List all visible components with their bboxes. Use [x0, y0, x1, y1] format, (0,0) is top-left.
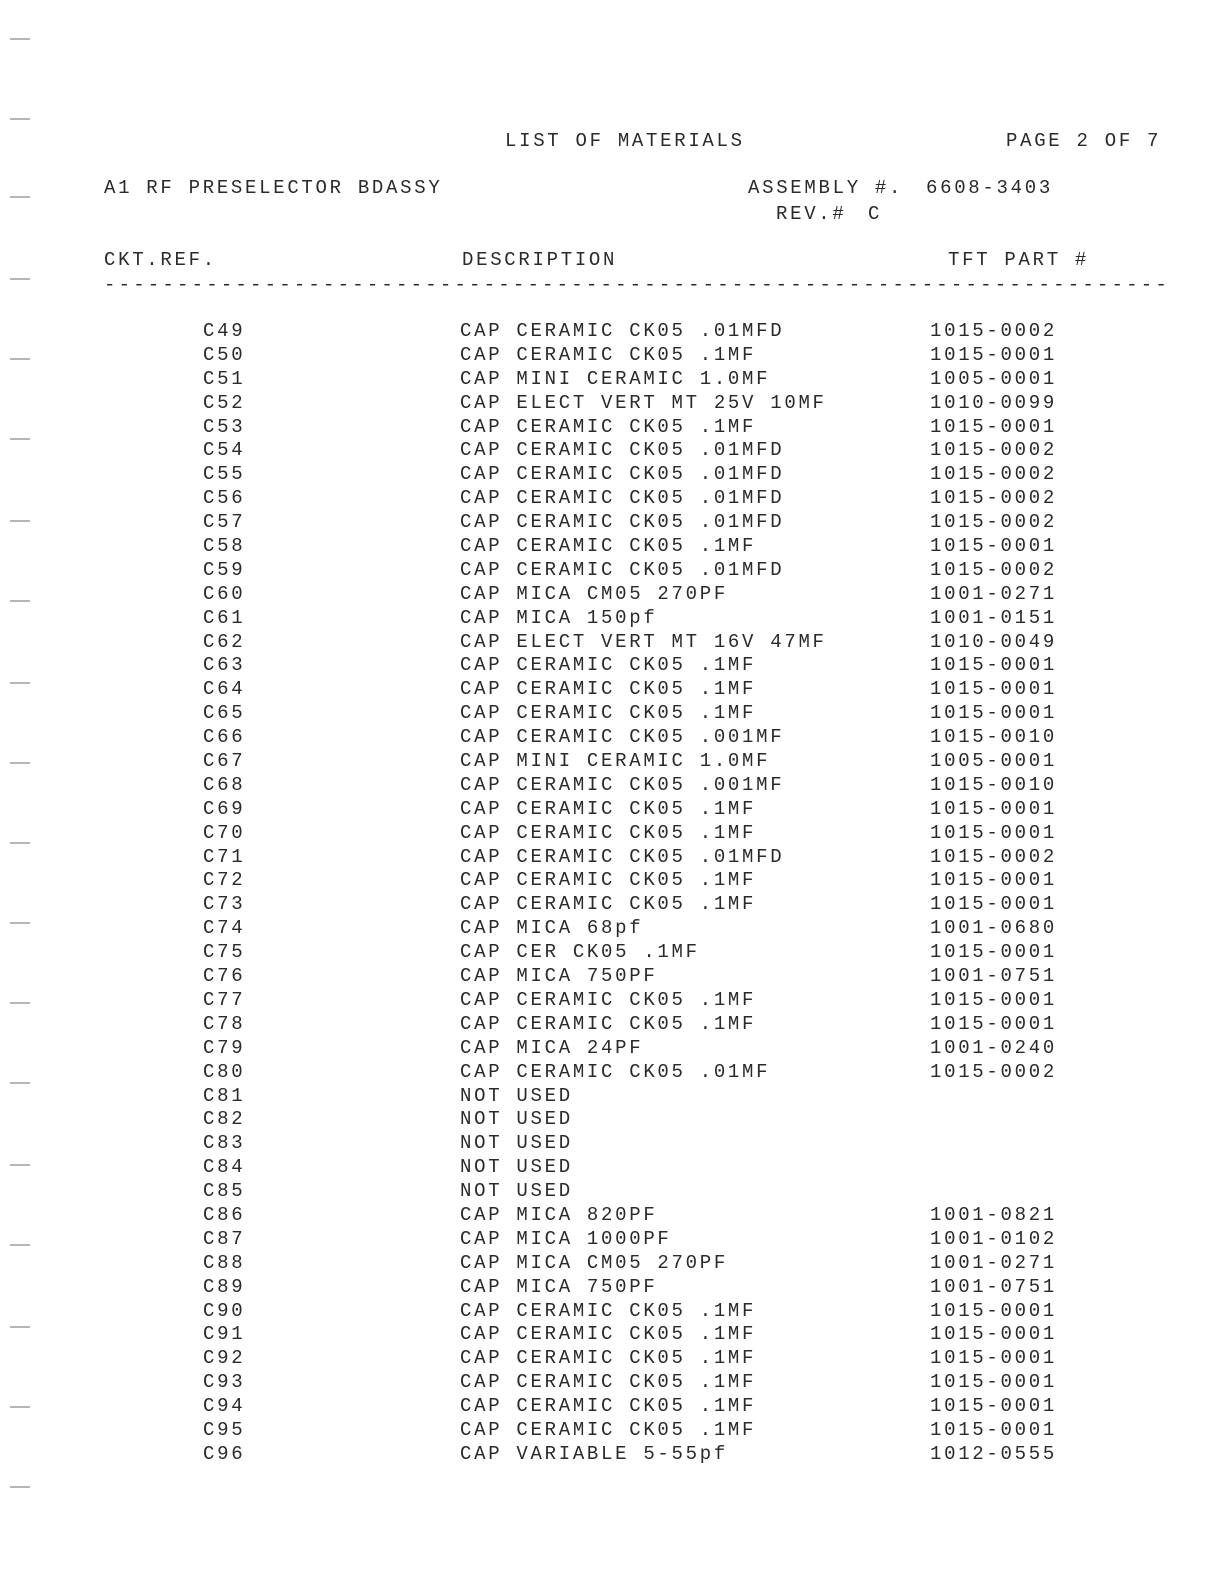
- description-cell: CAP MICA 750PF: [460, 1275, 658, 1298]
- ckt-ref-cell: C66: [203, 726, 246, 749]
- part-number-cell: 1015-0001: [930, 988, 1057, 1011]
- page-indicator: PAGE 2 OF 7: [1006, 130, 1162, 152]
- description-cell: CAP MINI CERAMIC 1.0MF: [460, 750, 771, 773]
- table-row: [0, 1204, 1224, 1228]
- ckt-ref-cell: C95: [203, 1418, 246, 1441]
- part-number-cell: 1005-0001: [930, 367, 1057, 390]
- part-number-cell: 1001-0821: [930, 1203, 1057, 1226]
- rev-label: REV.#: [776, 203, 847, 225]
- description-cell: NOT USED: [460, 1108, 573, 1131]
- table-row: [0, 1108, 1224, 1132]
- part-number-cell: 1015-0001: [930, 941, 1057, 964]
- ckt-ref-cell: C49: [203, 320, 246, 342]
- description-cell: CAP CERAMIC CK05 .001MF: [460, 773, 785, 796]
- table-row: [0, 1300, 1224, 1324]
- ckt-ref-cell: C51: [203, 367, 246, 390]
- part-number-cell: 1015-0001: [930, 702, 1057, 725]
- part-number-cell: 1015-0001: [930, 1323, 1057, 1346]
- table-row: [0, 917, 1224, 941]
- margin-mark: [10, 38, 30, 40]
- part-number-cell: 1015-0001: [930, 1012, 1057, 1035]
- part-number-cell: 1015-0002: [930, 463, 1057, 486]
- ckt-ref-cell: C58: [203, 535, 246, 558]
- table-row: [0, 1419, 1224, 1443]
- ckt-ref-cell: C65: [203, 702, 246, 725]
- table-row: [0, 750, 1224, 774]
- description-cell: CAP CER CK05 .1MF: [460, 941, 700, 964]
- ckt-ref-cell: C72: [203, 869, 246, 892]
- part-number-cell: 1001-0271: [930, 1251, 1057, 1274]
- description-cell: CAP CERAMIC CK05 .1MF: [460, 678, 757, 701]
- description-cell: CAP CERAMIC CK05 .1MF: [460, 1012, 757, 1035]
- table-row: [0, 559, 1224, 583]
- table-row: [0, 1156, 1224, 1180]
- column-header-ref: CKT.REF.: [104, 249, 217, 271]
- table-row: [0, 1132, 1224, 1156]
- description-cell: CAP MICA CM05 270PF: [460, 1251, 728, 1274]
- ckt-ref-cell: C64: [203, 678, 246, 701]
- ckt-ref-cell: C56: [203, 487, 246, 510]
- description-cell: CAP CERAMIC CK05 .01MFD: [460, 558, 785, 581]
- ckt-ref-cell: C61: [203, 606, 246, 629]
- ckt-ref-cell: C69: [203, 797, 246, 820]
- ckt-ref-cell: C68: [203, 773, 246, 796]
- description-cell: CAP ELECT VERT MT 16V 47MF: [460, 630, 827, 653]
- ckt-ref-cell: C70: [203, 821, 246, 844]
- table-row: [0, 320, 1224, 344]
- description-cell: CAP CERAMIC CK05 .01MFD: [460, 511, 785, 534]
- description-cell: CAP CERAMIC CK05 .1MF: [460, 654, 757, 677]
- table-row: [0, 416, 1224, 440]
- rev-value: C: [868, 203, 883, 225]
- description-cell: CAP CERAMIC CK05 .1MF: [460, 343, 757, 366]
- ckt-ref-cell: C96: [203, 1442, 246, 1465]
- table-row: [0, 511, 1224, 535]
- description-cell: CAP MICA 1000PF: [460, 1227, 672, 1250]
- ckt-ref-cell: C84: [203, 1156, 246, 1179]
- table-row: [0, 1180, 1224, 1204]
- table-row: [0, 368, 1224, 392]
- part-number-cell: 1015-0001: [930, 535, 1057, 558]
- table-row: [0, 463, 1224, 487]
- ckt-ref-cell: C63: [203, 654, 246, 677]
- part-number-cell: 1015-0001: [930, 415, 1057, 438]
- table-row: [0, 607, 1224, 631]
- table-row: [0, 1228, 1224, 1252]
- ckt-ref-cell: C50: [203, 343, 246, 366]
- table-row: [0, 1085, 1224, 1109]
- table-row: [0, 344, 1224, 368]
- description-cell: CAP CERAMIC CK05 .1MF: [460, 1395, 757, 1418]
- materials-table: [0, 320, 1224, 1467]
- table-row: [0, 1443, 1224, 1467]
- ckt-ref-cell: C59: [203, 558, 246, 581]
- ckt-ref-cell: C78: [203, 1012, 246, 1035]
- part-number-cell: 1015-0002: [930, 439, 1057, 462]
- ckt-ref-cell: C55: [203, 463, 246, 486]
- table-row: [0, 1061, 1224, 1085]
- table-row: [0, 1347, 1224, 1371]
- description-cell: CAP CERAMIC CK05 .1MF: [460, 535, 757, 558]
- table-row: [0, 654, 1224, 678]
- ckt-ref-cell: C76: [203, 965, 246, 988]
- document-title: LIST OF MATERIALS: [505, 130, 745, 152]
- table-row: [0, 1013, 1224, 1037]
- part-number-cell: 1015-0001: [930, 1418, 1057, 1441]
- part-number-cell: 1001-0751: [930, 1275, 1057, 1298]
- ckt-ref-cell: C54: [203, 439, 246, 462]
- table-row: [0, 1252, 1224, 1276]
- part-number-cell: 1015-0010: [930, 773, 1057, 796]
- ckt-ref-cell: C93: [203, 1371, 246, 1394]
- ckt-ref-cell: C67: [203, 750, 246, 773]
- ckt-ref-cell: C92: [203, 1347, 246, 1370]
- part-number-cell: 1010-0049: [930, 630, 1057, 653]
- ckt-ref-cell: C79: [203, 1036, 246, 1059]
- part-number-cell: 1015-0001: [930, 893, 1057, 916]
- part-number-cell: 1015-0002: [930, 320, 1057, 342]
- description-cell: CAP CERAMIC CK05 .01MFD: [460, 463, 785, 486]
- table-row: [0, 989, 1224, 1013]
- description-cell: CAP MICA 24PF: [460, 1036, 644, 1059]
- description-cell: CAP ELECT VERT MT 25V 10MF: [460, 391, 827, 414]
- ckt-ref-cell: C88: [203, 1251, 246, 1274]
- description-cell: CAP CERAMIC CK05 .1MF: [460, 893, 757, 916]
- description-cell: CAP CERAMIC CK05 .01MFD: [460, 320, 785, 342]
- description-cell: NOT USED: [460, 1180, 573, 1203]
- ckt-ref-cell: C74: [203, 917, 246, 940]
- ckt-ref-cell: C94: [203, 1395, 246, 1418]
- ckt-ref-cell: C73: [203, 893, 246, 916]
- ckt-ref-cell: C90: [203, 1299, 246, 1322]
- table-row: [0, 941, 1224, 965]
- description-cell: CAP CERAMIC CK05 .01MFD: [460, 487, 785, 510]
- ckt-ref-cell: C86: [203, 1203, 246, 1226]
- description-cell: CAP CERAMIC CK05 .1MF: [460, 415, 757, 438]
- part-number-cell: 1015-0002: [930, 511, 1057, 534]
- part-number-cell: 1012-0555: [930, 1442, 1057, 1465]
- table-row: [0, 893, 1224, 917]
- assembly-label: ASSEMBLY #.: [748, 177, 904, 199]
- table-row: [0, 1276, 1224, 1300]
- ckt-ref-cell: C89: [203, 1275, 246, 1298]
- description-cell: CAP MICA 750PF: [460, 965, 658, 988]
- column-header-part: TFT PART #: [948, 249, 1090, 271]
- table-row: [0, 583, 1224, 607]
- table-row: [0, 726, 1224, 750]
- ckt-ref-cell: C82: [203, 1108, 246, 1131]
- ckt-ref-cell: C53: [203, 415, 246, 438]
- part-number-cell: 1015-0001: [930, 654, 1057, 677]
- part-number-cell: 1001-0680: [930, 917, 1057, 940]
- description-cell: CAP CERAMIC CK05 .1MF: [460, 1299, 757, 1322]
- assembly-name: A1 RF PRESELECTOR BDASSY: [104, 177, 443, 199]
- table-row: [0, 846, 1224, 870]
- table-row: [0, 487, 1224, 511]
- column-header-description: DESCRIPTION: [462, 249, 618, 271]
- table-row: [0, 798, 1224, 822]
- table-row: [0, 965, 1224, 989]
- description-cell: CAP MICA 820PF: [460, 1203, 658, 1226]
- ckt-ref-cell: C60: [203, 582, 246, 605]
- part-number-cell: 1015-0001: [930, 1395, 1057, 1418]
- part-number-cell: 1015-0001: [930, 821, 1057, 844]
- part-number-cell: 1015-0002: [930, 487, 1057, 510]
- description-cell: CAP CERAMIC CK05 .01MF: [460, 1060, 771, 1083]
- part-number-cell: 1001-0102: [930, 1227, 1057, 1250]
- table-row: [0, 1395, 1224, 1419]
- margin-mark: [10, 278, 30, 280]
- part-number-cell: 1015-0001: [930, 1371, 1057, 1394]
- ckt-ref-cell: C75: [203, 941, 246, 964]
- assembly-number: 6608-3403: [926, 177, 1053, 199]
- table-row: [0, 535, 1224, 559]
- description-cell: CAP MICA 150pf: [460, 606, 658, 629]
- description-cell: CAP CERAMIC CK05 .1MF: [460, 1371, 757, 1394]
- description-cell: NOT USED: [460, 1132, 573, 1155]
- margin-mark: [10, 196, 30, 198]
- ckt-ref-cell: C83: [203, 1132, 246, 1155]
- description-cell: CAP CERAMIC CK05 .1MF: [460, 702, 757, 725]
- ckt-ref-cell: C85: [203, 1180, 246, 1203]
- table-row: [0, 1037, 1224, 1061]
- margin-mark: [10, 118, 30, 120]
- part-number-cell: 1010-0099: [930, 391, 1057, 414]
- part-number-cell: 1001-0240: [930, 1036, 1057, 1059]
- margin-mark: [10, 1486, 30, 1488]
- header-separator: -------------------------------------------------------------------------: [104, 274, 1170, 296]
- description-cell: CAP MINI CERAMIC 1.0MF: [460, 367, 771, 390]
- table-row: [0, 631, 1224, 655]
- part-number-cell: 1015-0001: [930, 343, 1057, 366]
- description-cell: CAP CERAMIC CK05 .01MFD: [460, 439, 785, 462]
- description-cell: CAP CERAMIC CK05 .1MF: [460, 821, 757, 844]
- description-cell: CAP CERAMIC CK05 .01MFD: [460, 845, 785, 868]
- part-number-cell: 1015-0001: [930, 797, 1057, 820]
- description-cell: CAP CERAMIC CK05 .001MF: [460, 726, 785, 749]
- table-row: [0, 869, 1224, 893]
- part-number-cell: 1015-0001: [930, 869, 1057, 892]
- description-cell: CAP CERAMIC CK05 .1MF: [460, 988, 757, 1011]
- part-number-cell: 1015-0002: [930, 1060, 1057, 1083]
- ckt-ref-cell: C52: [203, 391, 246, 414]
- description-cell: CAP CERAMIC CK05 .1MF: [460, 1347, 757, 1370]
- table-row: [0, 774, 1224, 798]
- description-cell: CAP MICA 68pf: [460, 917, 644, 940]
- description-cell: CAP VARIABLE 5-55pf: [460, 1442, 728, 1465]
- description-cell: CAP CERAMIC CK05 .1MF: [460, 1418, 757, 1441]
- part-number-cell: 1015-0002: [930, 845, 1057, 868]
- part-number-cell: 1015-0001: [930, 1299, 1057, 1322]
- table-row: [0, 822, 1224, 846]
- table-row: [0, 702, 1224, 726]
- description-cell: CAP CERAMIC CK05 .1MF: [460, 1323, 757, 1346]
- ckt-ref-cell: C91: [203, 1323, 246, 1346]
- part-number-cell: 1015-0010: [930, 726, 1057, 749]
- table-row: [0, 678, 1224, 702]
- ckt-ref-cell: C77: [203, 988, 246, 1011]
- description-cell: NOT USED: [460, 1156, 573, 1179]
- part-number-cell: 1015-0001: [930, 1347, 1057, 1370]
- part-number-cell: 1001-0151: [930, 606, 1057, 629]
- description-cell: CAP CERAMIC CK05 .1MF: [460, 797, 757, 820]
- ckt-ref-cell: C57: [203, 511, 246, 534]
- ckt-ref-cell: C62: [203, 630, 246, 653]
- ckt-ref-cell: C71: [203, 845, 246, 868]
- part-number-cell: 1015-0001: [930, 678, 1057, 701]
- ckt-ref-cell: C80: [203, 1060, 246, 1083]
- table-row: [0, 439, 1224, 463]
- part-number-cell: 1015-0002: [930, 558, 1057, 581]
- table-row: [0, 1371, 1224, 1395]
- table-row: [0, 1323, 1224, 1347]
- description-cell: CAP MICA CM05 270PF: [460, 582, 728, 605]
- ckt-ref-cell: C81: [203, 1084, 246, 1107]
- part-number-cell: 1005-0001: [930, 750, 1057, 773]
- ckt-ref-cell: C87: [203, 1227, 246, 1250]
- description-cell: CAP CERAMIC CK05 .1MF: [460, 869, 757, 892]
- part-number-cell: 1001-0751: [930, 965, 1057, 988]
- part-number-cell: 1001-0271: [930, 582, 1057, 605]
- table-row: [0, 392, 1224, 416]
- description-cell: NOT USED: [460, 1084, 573, 1107]
